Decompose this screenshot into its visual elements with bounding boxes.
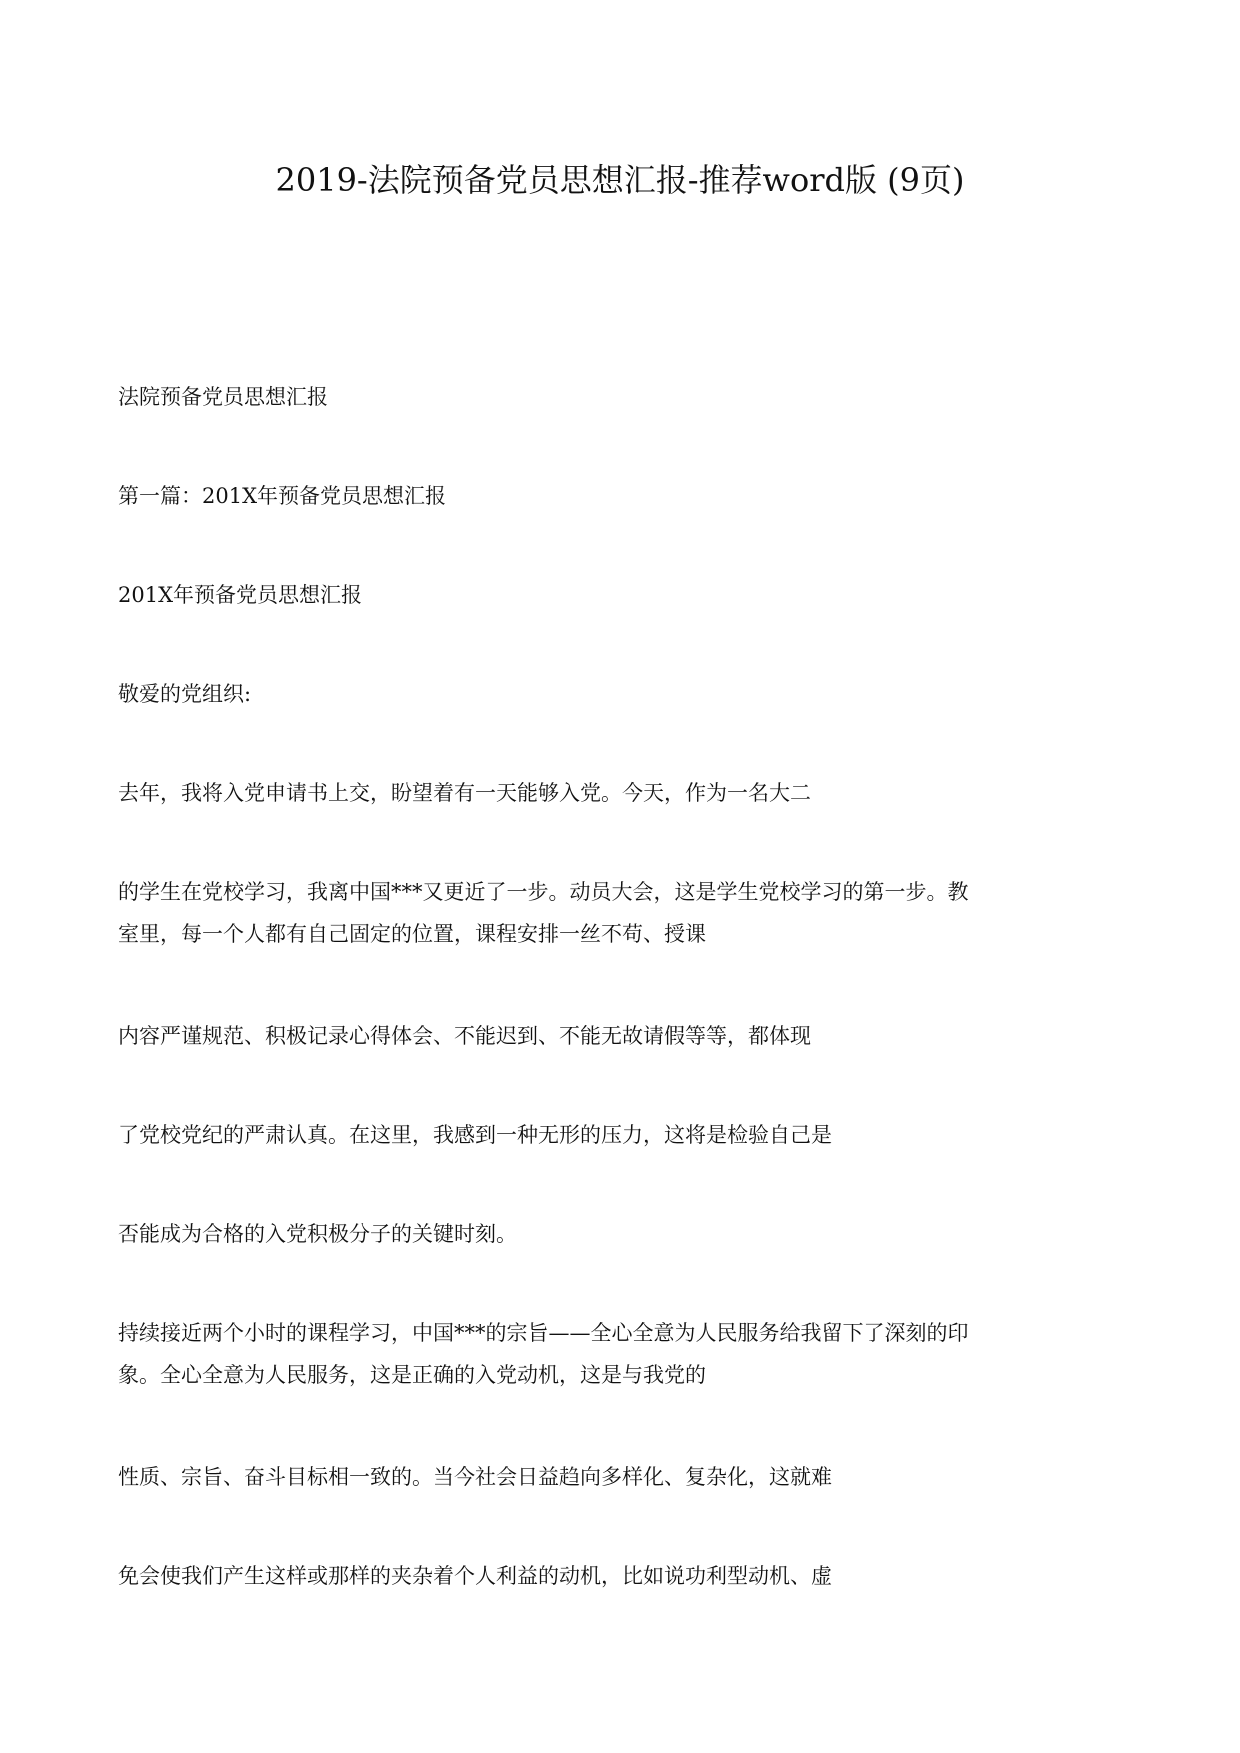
paragraph-salutation bbox=[118, 673, 1138, 715]
paragraph-line: 去年，我将入党申请书上交，盼望着有一天能够入党。今天，作为一名大二 bbox=[118, 781, 811, 805]
paragraph-body bbox=[118, 1114, 1138, 1156]
paragraph-subtitle bbox=[118, 574, 1138, 616]
paragraph-line: 了党校党纪的严肃认真。在这里，我感到一种无形的压力，这将是检验自己是 bbox=[118, 1123, 832, 1147]
paragraph-line: 敬爱的党组织: bbox=[118, 682, 252, 706]
paragraph-heading bbox=[118, 376, 1138, 418]
paragraph-line: 的学生在党校学习，我离中国***又更近了一步。动员大会，这是学生党校学习的第一步。教 bbox=[118, 880, 969, 904]
paragraph-line: 第一篇：201X年预备党员思想汇报 bbox=[118, 484, 447, 508]
paragraph-body bbox=[118, 1213, 1138, 1255]
paragraph-line: 持续接近两个小时的课程学习，中国***的宗旨——全心全意为人民服务给我留下了深刻的印 bbox=[118, 1321, 969, 1345]
document-title: 2019-法院预备党员思想汇报-推荐word版 (9页) bbox=[275, 161, 965, 199]
paragraph-line: 免会使我们产生这样或那样的夹杂着个人利益的动机，比如说功利型动机、虚 bbox=[118, 1564, 832, 1588]
paragraph-line: 内容严谨规范、积极记录心得体会、不能迟到、不能无故请假等等，都体现 bbox=[118, 1024, 811, 1048]
paragraph-body bbox=[118, 1555, 1138, 1597]
paragraph-line: 法院预备党员思想汇报 bbox=[118, 385, 328, 409]
paragraph-line: 象。全心全意为人民服务，这是正确的入党动机，这是与我党的 bbox=[118, 1363, 706, 1387]
paragraph-line: 室里，每一个人都有自己固定的位置，课程安排一丝不苟、授课 bbox=[118, 922, 706, 946]
paragraph-line: 性质、宗旨、奋斗目标相一致的。当今社会日益趋向多样化、复杂化，这就难 bbox=[118, 1465, 832, 1489]
paragraph-body bbox=[118, 1312, 1138, 1396]
paragraph-body bbox=[118, 871, 1138, 955]
paragraph-body bbox=[118, 1015, 1138, 1057]
paragraph-body bbox=[118, 772, 1138, 814]
paragraph-line: 否能成为合格的入党积极分子的关键时刻。 bbox=[118, 1222, 517, 1246]
paragraph-body bbox=[118, 1456, 1138, 1498]
paragraph-chapter-title bbox=[118, 475, 1138, 517]
paragraph-line: 201X年预备党员思想汇报 bbox=[118, 583, 363, 607]
